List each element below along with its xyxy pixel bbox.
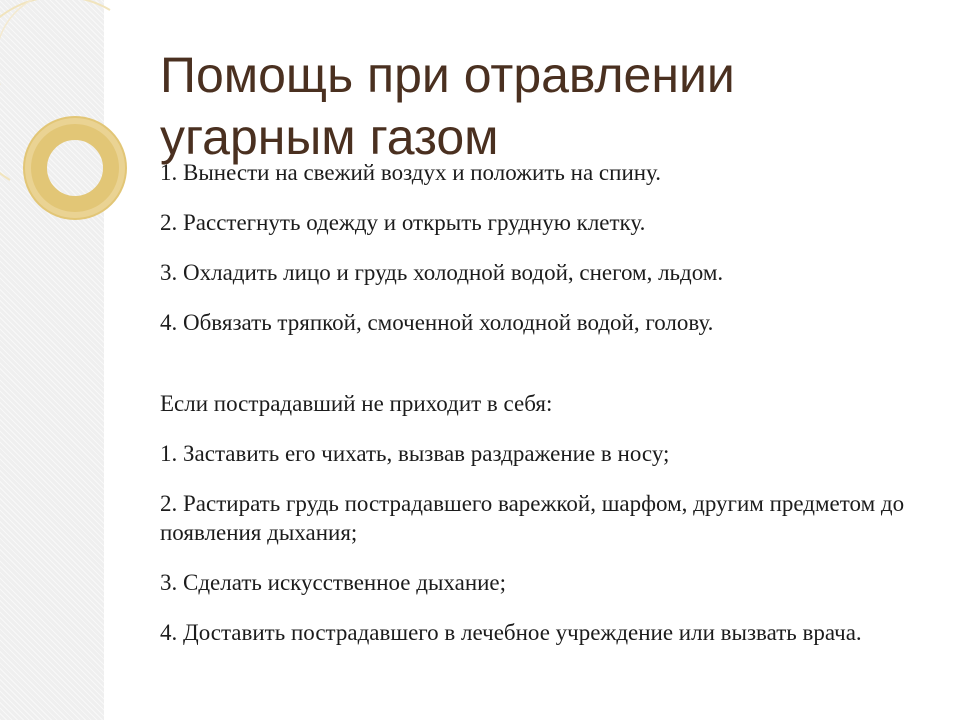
slide-body	[160, 158, 920, 668]
unconscious-step-3: 3. Сделать искусственное дыхание;	[160, 570, 507, 595]
inner-arc-decoration	[0, 0, 100, 85]
first-aid-step-3: 3. Охладить лицо и грудь холодной водой, снегом, льдом.	[160, 260, 724, 285]
unconscious-step-1: 1. Заставить его чихать, вызвав раздражение в носу;	[160, 441, 670, 466]
first-aid-step-2: 2. Расстегнуть одежду и открыть грудную клетку.	[160, 210, 646, 235]
unconscious-step-2: 2. Растирать грудь пострадавшего варежкой, шарфом, другим предметом до появления дыхания;	[160, 491, 905, 545]
outer-arc-decoration	[0, 0, 110, 180]
unconscious-step-4: 4. Доставить пострадавшего в лечебное учреждение или вызвать врача.	[160, 620, 862, 645]
slide-title: Помощь при отравлении угарным газом	[160, 47, 735, 165]
decorative-rings-graphic	[0, 0, 110, 260]
first-aid-step-1: 1. Вынести на свежий воздух и положить на спину.	[160, 160, 662, 185]
first-aid-step-4: 4. Обвязать тряпкой, смоченной холодной водой, голову.	[160, 310, 714, 335]
unconscious-heading: Если пострадавший не приходит в себя:	[160, 391, 553, 416]
gold-ring-decoration	[35, 128, 115, 208]
